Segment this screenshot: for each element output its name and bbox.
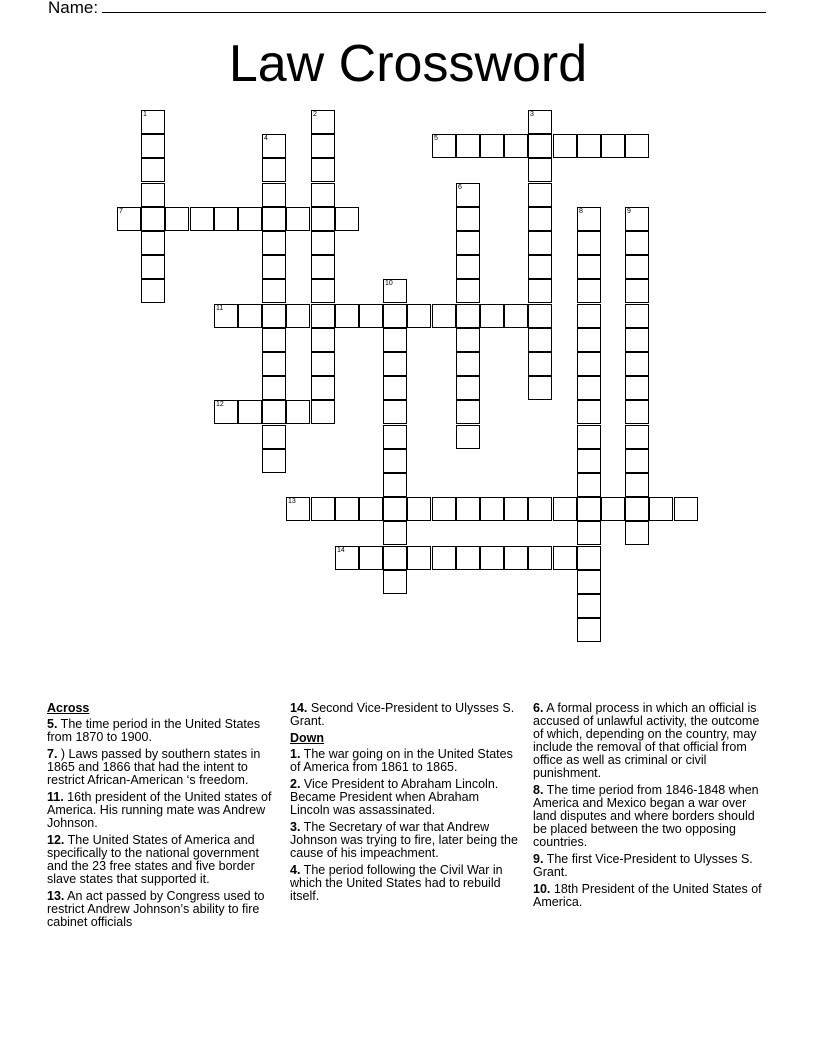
clue-item: [47, 791, 279, 830]
grid-cell[interactable]: [214, 304, 238, 328]
grid-cell[interactable]: [456, 376, 480, 400]
clue-section-heading: Across: [47, 701, 90, 715]
clue-number: 3: [530, 111, 534, 118]
grid-cell[interactable]: [456, 352, 480, 376]
grid-cell[interactable]: [383, 449, 407, 473]
grid-cell[interactable]: [456, 328, 480, 352]
grid-cell[interactable]: [480, 497, 504, 521]
grid-cell[interactable]: [311, 328, 335, 352]
grid-cell[interactable]: [262, 231, 286, 255]
grid-cell[interactable]: [504, 546, 528, 570]
clue-item-text: ) Laws passed by southern states in 1865 and 1866 that had the intent to restrict African-American ‘s freedom.: [47, 747, 261, 787]
grid-cell[interactable]: [456, 400, 480, 424]
grid-cell[interactable]: [625, 255, 649, 279]
grid-cell[interactable]: [577, 134, 601, 158]
clue-item-text: The first Vice-President to Ulysses S. Grant.: [533, 852, 753, 879]
grid-cell[interactable]: [577, 521, 601, 545]
clue-item-text: The United States of America and specifically to the national government and the 23 free states and five border slave states that supported it.: [47, 833, 259, 886]
clues-column-2: [290, 702, 522, 907]
grid-cell[interactable]: [577, 376, 601, 400]
clue-item-number: 10.: [533, 882, 551, 896]
grid-cell[interactable]: [456, 134, 480, 158]
grid-cell[interactable]: [528, 255, 552, 279]
grid-cell[interactable]: [311, 255, 335, 279]
grid-cell[interactable]: [528, 279, 552, 303]
grid-cell[interactable]: [625, 521, 649, 545]
clue-item: [290, 702, 522, 728]
grid-cell[interactable]: [625, 497, 649, 521]
grid-cell[interactable]: [577, 497, 601, 521]
grid-cell[interactable]: [480, 546, 504, 570]
grid-cell[interactable]: [262, 352, 286, 376]
grid-cell[interactable]: [528, 207, 552, 231]
grid-cell[interactable]: [625, 400, 649, 424]
grid-cell[interactable]: [456, 279, 480, 303]
grid-cell[interactable]: [407, 497, 431, 521]
clue-number: 9: [627, 208, 631, 215]
clue-item: [533, 784, 769, 849]
grid-cell[interactable]: [383, 400, 407, 424]
grid-cell[interactable]: [577, 255, 601, 279]
grid-cell[interactable]: [577, 352, 601, 376]
grid-cell[interactable]: [190, 207, 214, 231]
clue-number: 7: [119, 208, 123, 215]
clue-item-text: The period following the Civil War in which the United States had to rebuild itself.: [290, 863, 503, 903]
grid-cell[interactable]: [504, 134, 528, 158]
grid-cell[interactable]: [335, 304, 359, 328]
clue-number: 11: [216, 305, 224, 312]
name-label: Name:: [48, 0, 99, 17]
grid-cell[interactable]: [383, 473, 407, 497]
grid-cell[interactable]: [383, 570, 407, 594]
grid-cell[interactable]: [577, 473, 601, 497]
clue-item-text: The Secretary of war that Andrew Johnson was trying to fire, later being the cause of his impeachment.: [290, 820, 518, 860]
clues-column-1: [47, 702, 279, 933]
grid-cell[interactable]: [432, 497, 456, 521]
clue-item: [290, 864, 522, 903]
grid-cell[interactable]: [432, 304, 456, 328]
clue-number: 2: [313, 111, 317, 118]
clue-item-number: 7.: [47, 747, 58, 761]
grid-cell[interactable]: [214, 400, 238, 424]
clue-item-text: 18th President of the United States of America.: [533, 882, 762, 909]
grid-cell[interactable]: [625, 231, 649, 255]
grid-cell[interactable]: [577, 400, 601, 424]
clue-item-number: 9.: [533, 852, 544, 866]
grid-cell[interactable]: [141, 183, 165, 207]
grid-cell[interactable]: [286, 304, 310, 328]
grid-cell[interactable]: [528, 376, 552, 400]
grid-cell[interactable]: [577, 304, 601, 328]
grid-cell[interactable]: [577, 546, 601, 570]
grid-cell[interactable]: [335, 497, 359, 521]
grid-cell[interactable]: [262, 376, 286, 400]
grid-cell[interactable]: [625, 473, 649, 497]
grid-cell[interactable]: [262, 158, 286, 182]
grid-cell[interactable]: [359, 304, 383, 328]
clues-column-3: [533, 702, 769, 913]
grid-cell[interactable]: [601, 497, 625, 521]
grid-cell[interactable]: [359, 497, 383, 521]
grid-cell[interactable]: [528, 546, 552, 570]
grid-cell[interactable]: [553, 497, 577, 521]
grid-cell[interactable]: [286, 400, 310, 424]
clue-item-number: 1.: [290, 747, 301, 761]
grid-cell[interactable]: [311, 231, 335, 255]
grid-cell[interactable]: [674, 497, 698, 521]
grid-cell[interactable]: [504, 304, 528, 328]
grid-cell[interactable]: [456, 497, 480, 521]
grid-cell[interactable]: [528, 352, 552, 376]
grid-cell[interactable]: [577, 207, 601, 231]
grid-cell[interactable]: [577, 594, 601, 618]
grid-cell[interactable]: [625, 376, 649, 400]
grid-cell[interactable]: [262, 183, 286, 207]
clue-item: [290, 778, 522, 817]
grid-cell[interactable]: [456, 255, 480, 279]
grid-cell[interactable]: [383, 352, 407, 376]
grid-cell[interactable]: [383, 546, 407, 570]
clue-item-text: An act passed by Congress used to restrict Andrew Johnson’s ability to fire cabinet officials: [47, 889, 265, 929]
grid-cell[interactable]: [601, 134, 625, 158]
grid-cell[interactable]: [456, 425, 480, 449]
clue-item: [47, 748, 279, 787]
clue-number: 14: [337, 547, 345, 554]
grid-cell[interactable]: [262, 400, 286, 424]
clue-number: 1: [143, 111, 147, 118]
grid-cell[interactable]: [286, 497, 310, 521]
grid-cell[interactable]: [528, 158, 552, 182]
grid-cell[interactable]: [577, 618, 601, 642]
clue-number: 12: [216, 401, 224, 408]
grid-cell[interactable]: [311, 110, 335, 134]
clue-item: [533, 883, 769, 909]
grid-cell[interactable]: [311, 207, 335, 231]
clue-item: [533, 853, 769, 879]
grid-cell[interactable]: [577, 425, 601, 449]
grid-cell[interactable]: [262, 328, 286, 352]
grid-cell[interactable]: [528, 183, 552, 207]
grid-cell[interactable]: [262, 279, 286, 303]
clue-number: 8: [579, 208, 583, 215]
grid-cell[interactable]: [359, 546, 383, 570]
clue-item-text: Vice President to Abraham Lincoln. Became President when Abraham Lincoln was assassinated.: [290, 777, 499, 817]
clue-number: 13: [288, 498, 296, 505]
clue-item-number: 14.: [290, 701, 308, 715]
clue-item-number: 4.: [290, 863, 301, 877]
grid-cell[interactable]: [141, 255, 165, 279]
clue-item-text: The time period from 1846-1848 when America and Mexico began a war over land disputes and where borders should be placed between the two opposing countries.: [533, 783, 759, 849]
grid-cell[interactable]: [456, 304, 480, 328]
grid-cell[interactable]: [238, 207, 262, 231]
grid-cell[interactable]: [262, 134, 286, 158]
clue-item-number: 12.: [47, 833, 65, 847]
grid-cell[interactable]: [383, 376, 407, 400]
grid-cell[interactable]: [456, 546, 480, 570]
grid-cell[interactable]: [432, 134, 456, 158]
grid-cell[interactable]: [141, 158, 165, 182]
grid-cell[interactable]: [577, 279, 601, 303]
grid-cell[interactable]: [311, 400, 335, 424]
clue-item-number: 8.: [533, 783, 544, 797]
clue-item-number: 5.: [47, 717, 58, 731]
grid-cell[interactable]: [214, 207, 238, 231]
clue-item-number: 6.: [533, 701, 544, 715]
grid-cell[interactable]: [165, 207, 189, 231]
clue-number: 10: [385, 280, 393, 287]
grid-cell[interactable]: [262, 207, 286, 231]
grid-cell[interactable]: [311, 497, 335, 521]
grid-cell[interactable]: [262, 304, 286, 328]
clue-item-text: 16th president of the United states of America. His running mate was Andrew Johnson.: [47, 790, 272, 830]
grid-cell[interactable]: [625, 279, 649, 303]
grid-cell[interactable]: [625, 207, 649, 231]
clue-item-number: 11.: [47, 790, 64, 804]
grid-cell[interactable]: [577, 449, 601, 473]
grid-cell[interactable]: [577, 570, 601, 594]
grid-cell[interactable]: [577, 231, 601, 255]
grid-cell[interactable]: [407, 304, 431, 328]
clue-number: 5: [434, 135, 438, 142]
grid-cell[interactable]: [625, 328, 649, 352]
grid-cell[interactable]: [504, 497, 528, 521]
grid-cell[interactable]: [383, 425, 407, 449]
clue-item-number: 3.: [290, 820, 301, 834]
grid-cell[interactable]: [383, 521, 407, 545]
clue-item-text: The war going on in the United States of America from 1861 to 1865.: [290, 747, 513, 774]
clue-number: 4: [264, 135, 268, 142]
grid-cell[interactable]: [262, 425, 286, 449]
grid-cell[interactable]: [141, 110, 165, 134]
grid-cell[interactable]: [528, 497, 552, 521]
grid-cell[interactable]: [286, 207, 310, 231]
grid-cell[interactable]: [335, 207, 359, 231]
grid-cell[interactable]: [456, 231, 480, 255]
grid-cell[interactable]: [625, 425, 649, 449]
page-title: Law Crossword: [228, 35, 588, 93]
grid-cell[interactable]: [311, 158, 335, 182]
grid-cell[interactable]: [383, 497, 407, 521]
clue-section-heading: Down: [290, 731, 325, 745]
clue-item-text: Second Vice-President to Ulysses S. Grant.: [290, 701, 515, 728]
grid-cell[interactable]: [262, 449, 286, 473]
grid-cell[interactable]: [480, 134, 504, 158]
grid-cell[interactable]: [553, 546, 577, 570]
grid-cell[interactable]: [528, 304, 552, 328]
grid-cell[interactable]: [141, 207, 165, 231]
grid-cell[interactable]: [528, 134, 552, 158]
grid-cell[interactable]: [383, 279, 407, 303]
clue-number: 6: [458, 184, 462, 191]
grid-cell[interactable]: [141, 231, 165, 255]
grid-cell[interactable]: [456, 207, 480, 231]
grid-cell[interactable]: [141, 279, 165, 303]
grid-cell[interactable]: [311, 376, 335, 400]
clue-item: [290, 821, 522, 860]
grid-cell[interactable]: [383, 328, 407, 352]
grid-cell[interactable]: [528, 110, 552, 134]
grid-cell[interactable]: [625, 134, 649, 158]
grid-cell[interactable]: [311, 279, 335, 303]
grid-cell[interactable]: [528, 328, 552, 352]
clue-item: [47, 718, 279, 744]
grid-cell[interactable]: [335, 546, 359, 570]
grid-cell[interactable]: [141, 134, 165, 158]
grid-cell[interactable]: [480, 304, 504, 328]
grid-cell[interactable]: [311, 183, 335, 207]
grid-cell[interactable]: [383, 304, 407, 328]
clue-item-text: The time period in the United States from 1870 to 1900.: [47, 717, 261, 744]
clue-item: [47, 890, 279, 929]
grid-cell[interactable]: [577, 328, 601, 352]
clue-item-text: A formal process in which an official is accused of unlawful activity, the outcome of which, depending on the country, may include the removal of that official from office as well as criminal or civil punishment.: [533, 701, 760, 780]
grid-cell[interactable]: [625, 352, 649, 376]
clue-item-number: 13.: [47, 889, 65, 903]
grid-cell[interactable]: [262, 255, 286, 279]
grid-cell[interactable]: [238, 400, 262, 424]
grid-cell[interactable]: [311, 134, 335, 158]
grid-cell[interactable]: [311, 304, 335, 328]
clue-item: [290, 748, 522, 774]
grid-cell[interactable]: [407, 546, 431, 570]
grid-cell[interactable]: [456, 183, 480, 207]
clue-item: [533, 702, 769, 780]
grid-cell[interactable]: [432, 546, 456, 570]
grid-cell[interactable]: [238, 304, 262, 328]
clue-item: [47, 834, 279, 886]
grid-cell[interactable]: [649, 497, 673, 521]
grid-cell[interactable]: [117, 207, 141, 231]
grid-cell[interactable]: [528, 231, 552, 255]
grid-cell[interactable]: [625, 449, 649, 473]
grid-cell[interactable]: [553, 134, 577, 158]
grid-cell[interactable]: [625, 304, 649, 328]
clue-item-number: 2.: [290, 777, 301, 791]
grid-cell[interactable]: [311, 352, 335, 376]
